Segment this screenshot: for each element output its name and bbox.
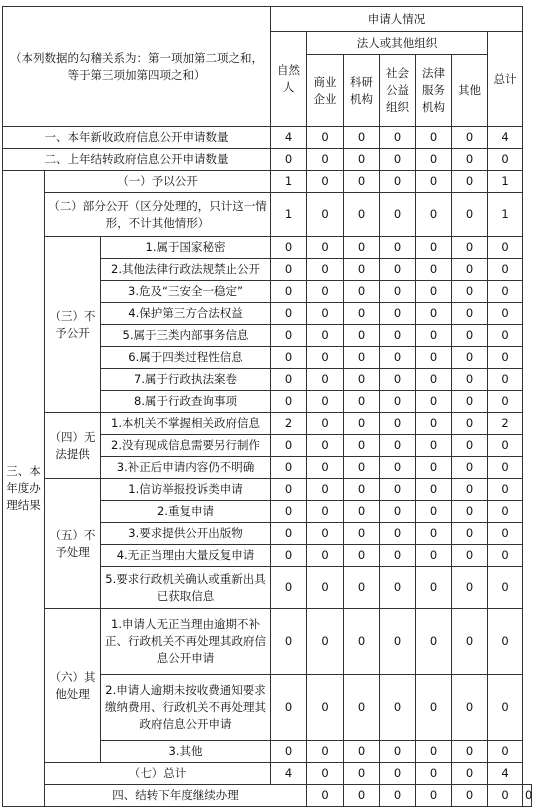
- cell: 0: [416, 675, 452, 741]
- cell: 0: [452, 785, 488, 807]
- cell: 0: [488, 391, 523, 413]
- cell: 0: [488, 545, 523, 567]
- row-label: （二）部分公开（区分处理的，只计这一情形，不计其他情形）: [45, 193, 271, 237]
- cell: 0: [488, 741, 523, 763]
- cell: 0: [380, 391, 416, 413]
- unable-label: （四）无法提供: [45, 413, 101, 479]
- cell: 0: [344, 193, 380, 237]
- cell: 0: [416, 479, 452, 501]
- cell: 0: [307, 479, 344, 501]
- cell: 0: [452, 457, 488, 479]
- cell: 0: [307, 149, 344, 171]
- cell: 0: [271, 567, 307, 609]
- cell: 0: [488, 325, 523, 347]
- table-row: [3, 785, 532, 807]
- cell: 0: [416, 435, 452, 457]
- cell: 0: [271, 609, 307, 675]
- cell: 0: [380, 785, 416, 807]
- cell: 0: [380, 281, 416, 303]
- cell: 0: [488, 237, 523, 259]
- row-label: 3.要求提供公开出版物: [101, 523, 271, 545]
- cell: 0: [307, 457, 344, 479]
- row-label: 5.要求行政机关确认或重新出具已获取信息: [101, 567, 271, 609]
- table-row: [3, 127, 532, 149]
- legal-service-header: 法律服务机构: [416, 55, 452, 127]
- cell: 0: [488, 259, 523, 281]
- cell: 0: [344, 501, 380, 523]
- cell: 0: [380, 567, 416, 609]
- cell: 1: [488, 171, 523, 193]
- cell: 0: [271, 237, 307, 259]
- cell: 0: [488, 435, 523, 457]
- cell: 0: [271, 347, 307, 369]
- cell: 0: [416, 785, 452, 807]
- cell: 0: [416, 391, 452, 413]
- cell: 0: [452, 303, 488, 325]
- cell: 0: [452, 237, 488, 259]
- cell: 0: [344, 609, 380, 675]
- cell: 0: [380, 127, 416, 149]
- cell: 0: [307, 369, 344, 391]
- cell: 0: [271, 435, 307, 457]
- cell: 0: [307, 237, 344, 259]
- cell: 0: [344, 369, 380, 391]
- not-processed-label: （五）不予处理: [45, 479, 101, 609]
- row-label: 7.属于行政执法案卷: [101, 369, 271, 391]
- cell: 1: [488, 193, 523, 237]
- cell: 0: [271, 259, 307, 281]
- cell: 0: [307, 193, 344, 237]
- cell: 0: [307, 785, 344, 807]
- row-label: 3.其他: [101, 741, 271, 763]
- cell: 0: [271, 523, 307, 545]
- cell: 0: [416, 325, 452, 347]
- cell: 0: [416, 457, 452, 479]
- cell: 0: [488, 479, 523, 501]
- cell: 0: [344, 347, 380, 369]
- cell: 0: [452, 347, 488, 369]
- cell: 0: [307, 347, 344, 369]
- table-row: [3, 149, 532, 171]
- cell: 0: [307, 763, 344, 785]
- cell: 0: [271, 457, 307, 479]
- cell: 4: [271, 127, 307, 149]
- row-label: 3.危及“三安全一稳定”: [101, 281, 271, 303]
- cell: 0: [307, 545, 344, 567]
- cell: 0: [452, 479, 488, 501]
- cell: 0: [488, 501, 523, 523]
- cell: 0: [344, 149, 380, 171]
- cell: 0: [452, 259, 488, 281]
- row-label: 二、上年结转政府信息公开申请数量: [3, 149, 271, 171]
- row-label: 8.属于行政查询事项: [101, 391, 271, 413]
- cell: 0: [380, 369, 416, 391]
- cell: 0: [271, 303, 307, 325]
- table-row: [3, 171, 532, 193]
- cell: 0: [380, 763, 416, 785]
- cell: 0: [307, 281, 344, 303]
- cell: 0: [452, 675, 488, 741]
- cell: 0: [307, 675, 344, 741]
- table-note: （本列数据的勾稽关系为：第一项加第二项之和，等于第三项加第四项之和）: [3, 7, 271, 127]
- research-header: 科研机构: [344, 55, 380, 127]
- cell: 0: [271, 479, 307, 501]
- cell: 0: [380, 741, 416, 763]
- cell: 0: [307, 567, 344, 609]
- cell: 0: [271, 281, 307, 303]
- cell: 0: [452, 391, 488, 413]
- cell: 0: [344, 741, 380, 763]
- cell: 0: [344, 567, 380, 609]
- legal-group-header: 法人或其他组织: [307, 32, 488, 55]
- cell: 0: [344, 545, 380, 567]
- table-row: [3, 413, 532, 435]
- cell: 0: [307, 303, 344, 325]
- cell: 1: [271, 171, 307, 193]
- cell: 0: [488, 457, 523, 479]
- cell: 0: [307, 413, 344, 435]
- cell: 0: [416, 369, 452, 391]
- cell: 0: [416, 127, 452, 149]
- cell: 0: [380, 609, 416, 675]
- cell: 0: [271, 149, 307, 171]
- cell: 0: [271, 675, 307, 741]
- cell: 0: [380, 325, 416, 347]
- commercial-header: 商业企业: [307, 55, 344, 127]
- cell: 0: [307, 523, 344, 545]
- cell: 0: [344, 675, 380, 741]
- cell: 0: [344, 479, 380, 501]
- cell: 0: [380, 347, 416, 369]
- cell: 0: [452, 193, 488, 237]
- cell: 0: [380, 457, 416, 479]
- cell: 0: [416, 763, 452, 785]
- cell: 0: [452, 609, 488, 675]
- cell: 0: [380, 237, 416, 259]
- table-row: [3, 479, 532, 501]
- row-label: （一）予以公开: [45, 171, 271, 193]
- cell: 0: [380, 675, 416, 741]
- cell: 0: [488, 281, 523, 303]
- cell: 0: [380, 523, 416, 545]
- row-label: 1.本机关不掌握相关政府信息: [101, 413, 271, 435]
- cell: 0: [452, 567, 488, 609]
- cell: 0: [307, 127, 344, 149]
- cell: 2: [488, 413, 523, 435]
- natural-person-header: 自然人: [271, 32, 307, 127]
- other-processing-label: （六）其他处理: [45, 609, 101, 763]
- cell: 0: [488, 303, 523, 325]
- cell: 0: [344, 435, 380, 457]
- cell: 0: [380, 149, 416, 171]
- cell: 0: [344, 259, 380, 281]
- cell: 0: [416, 171, 452, 193]
- cell: 0: [344, 237, 380, 259]
- total-header: 总计: [488, 32, 523, 127]
- cell: 1: [271, 193, 307, 237]
- cell: 0: [307, 391, 344, 413]
- cell: 0: [416, 303, 452, 325]
- cell: 0: [344, 281, 380, 303]
- cell: 0: [452, 545, 488, 567]
- other-header: 其他: [452, 55, 488, 127]
- cell: 0: [452, 281, 488, 303]
- cell: 0: [452, 149, 488, 171]
- section3-label: 三、本年度办理结果: [3, 171, 45, 807]
- cell: 0: [344, 325, 380, 347]
- cell: 0: [380, 171, 416, 193]
- disclosure-stats-table: [2, 6, 532, 807]
- cell: 0: [488, 369, 523, 391]
- cell: 0: [452, 127, 488, 149]
- row-label: 4.无正当理由大量反复申请: [101, 545, 271, 567]
- cell: 0: [488, 567, 523, 609]
- cell: 0: [344, 785, 380, 807]
- social-header: 社会公益组织: [380, 55, 416, 127]
- table-row: [3, 609, 532, 675]
- cell: 0: [416, 259, 452, 281]
- row-label: 一、本年新收政府信息公开申请数量: [3, 127, 271, 149]
- cell: 0: [416, 501, 452, 523]
- cell: 0: [416, 741, 452, 763]
- cell: 0: [488, 149, 523, 171]
- row-label: 1.属于国家秘密: [101, 237, 271, 259]
- cell: 0: [488, 609, 523, 675]
- cell: 0: [416, 193, 452, 237]
- cell: 0: [307, 259, 344, 281]
- cell: 0: [416, 523, 452, 545]
- cell: 0: [523, 785, 532, 807]
- row-label: 5.属于三类内部事务信息: [101, 325, 271, 347]
- cell: 0: [452, 763, 488, 785]
- cell: 0: [344, 413, 380, 435]
- row-label: 3.补正后申请内容仍不明确: [101, 457, 271, 479]
- row-label: 四、结转下年度继续办理: [45, 785, 307, 807]
- row-label: 1.信访举报投诉类申请: [101, 479, 271, 501]
- cell: 0: [416, 149, 452, 171]
- row-label: 2.重复申请: [101, 501, 271, 523]
- cell: 0: [344, 127, 380, 149]
- cell: 0: [344, 523, 380, 545]
- cell: 0: [452, 369, 488, 391]
- cell: 0: [271, 325, 307, 347]
- row-label: 6.属于四类过程性信息: [101, 347, 271, 369]
- cell: 0: [452, 413, 488, 435]
- cell: 2: [271, 413, 307, 435]
- row-label: 2.申请人逾期未按收费通知要求缴纳费用、行政机关不再处理其政府信息公开申请: [101, 675, 271, 741]
- row-label: （七）总计: [45, 763, 271, 785]
- cell: 0: [416, 567, 452, 609]
- cell: 0: [344, 457, 380, 479]
- cell: 0: [416, 237, 452, 259]
- cell: 0: [271, 369, 307, 391]
- cell: 0: [380, 193, 416, 237]
- row-label: 2.其他法律行政法规禁止公开: [101, 259, 271, 281]
- row-label: 1.申请人无正当理由逾期不补正、行政机关不再处理其政府信息公开申请: [101, 609, 271, 675]
- cell: 0: [271, 741, 307, 763]
- cell: 0: [416, 281, 452, 303]
- cell: 0: [416, 413, 452, 435]
- cell: 0: [380, 413, 416, 435]
- cell: 4: [488, 763, 523, 785]
- cell: 0: [307, 501, 344, 523]
- cell: 0: [271, 545, 307, 567]
- cell: 0: [488, 347, 523, 369]
- table-row: [3, 237, 532, 259]
- cell: 0: [416, 347, 452, 369]
- cell: 0: [307, 171, 344, 193]
- cell: 0: [416, 545, 452, 567]
- row-label: 2.没有现成信息需要另行制作: [101, 435, 271, 457]
- cell: 0: [380, 545, 416, 567]
- cell: 0: [488, 523, 523, 545]
- cell: 0: [452, 501, 488, 523]
- cell: 0: [416, 609, 452, 675]
- cell: 0: [380, 259, 416, 281]
- cell: 0: [307, 741, 344, 763]
- cell: 0: [452, 325, 488, 347]
- cell: 0: [488, 785, 523, 807]
- cell: 0: [488, 675, 523, 741]
- cell: 0: [452, 523, 488, 545]
- not-disclosed-label: （三）不予公开: [45, 237, 101, 413]
- cell: 0: [307, 609, 344, 675]
- cell: 0: [271, 391, 307, 413]
- cell: 4: [271, 763, 307, 785]
- cell: 0: [452, 171, 488, 193]
- cell: 0: [380, 479, 416, 501]
- cell: 0: [307, 435, 344, 457]
- cell: 0: [452, 435, 488, 457]
- row-label: 4.保护第三方合法权益: [101, 303, 271, 325]
- cell: 0: [344, 303, 380, 325]
- cell: 0: [452, 741, 488, 763]
- cell: 0: [344, 171, 380, 193]
- cell: 0: [380, 435, 416, 457]
- cell: 0: [344, 763, 380, 785]
- table-row: [3, 763, 532, 785]
- table-row: [3, 193, 532, 237]
- cell: 0: [307, 325, 344, 347]
- cell: 0: [380, 303, 416, 325]
- applicant-status-header: 申请人情况: [271, 7, 523, 32]
- cell: 0: [271, 501, 307, 523]
- cell: 0: [344, 391, 380, 413]
- cell: 0: [380, 501, 416, 523]
- cell: 4: [488, 127, 523, 149]
